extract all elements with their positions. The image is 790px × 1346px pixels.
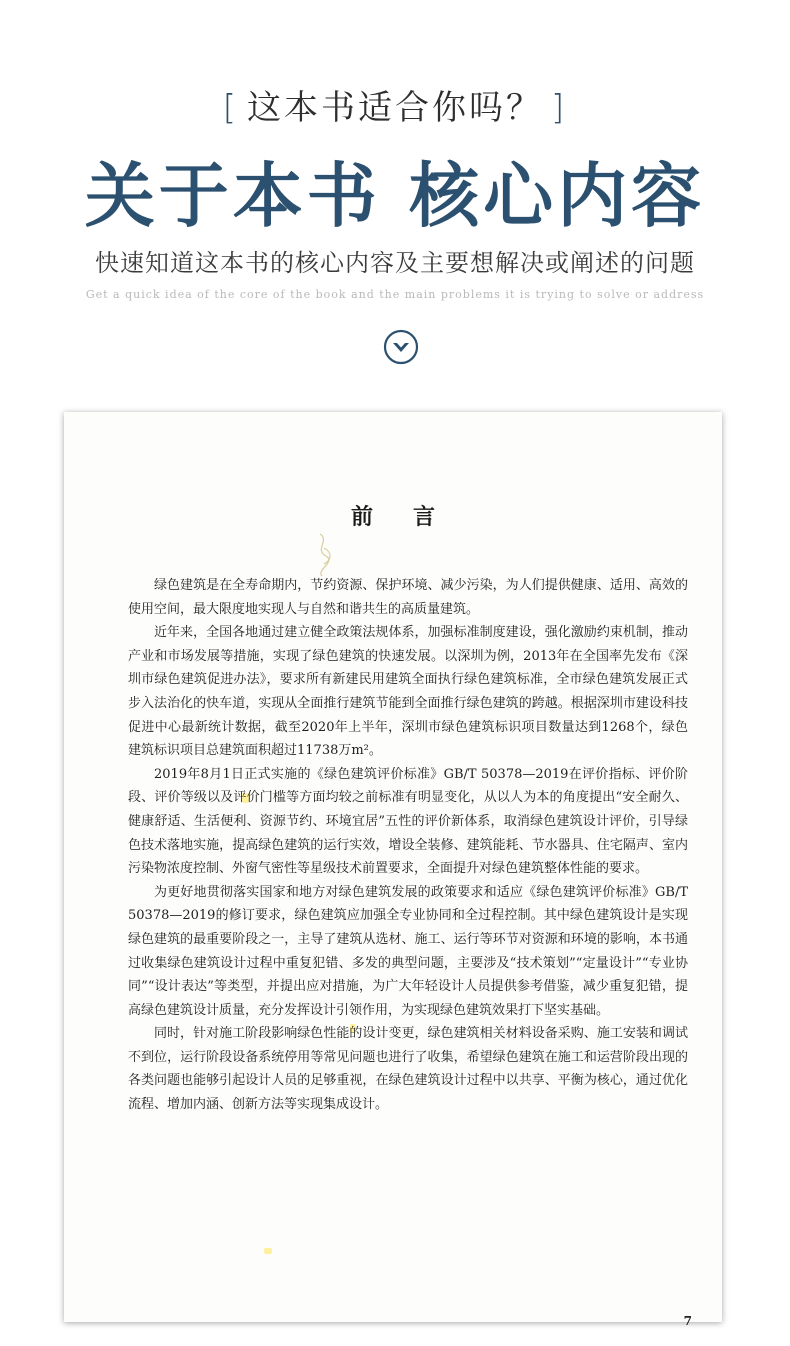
header-question [0,80,790,129]
preface-body [128,574,688,1117]
paragraph: 2019年8月1日正式实施的《绿色建筑评价标准》GB/T 50378—2019在评价指标、评价阶段、评价等级以及评价门槛等方面均较之前标准有明显变化，从以人为本的角度提出“安全耐久、健康舒适、生活便利、资源节约、环境宜居”五性的评价新体系，取消绿色建筑设计评价，引导绿色技术落地实施，提高绿色建筑的运行实效，增设全装修、建筑能耗、节水器具、住宅隔声、室内污染物浓度控制、外窗气密性等星级技术前置要求，全面提升对绿色建筑整体性能的要求。 [128,766,688,877]
paragraph: 近年来，全国各地通过建立健全政策法规体系，加强标准制度建设，强化激励约束机制，推动产业和市场发展等措施，实现了绿色建筑的快速发展。以深圳为例，2013年在全国率先发布《深圳市绿色建筑促进办法》，要求所有新建民用建筑全面执行绿色建筑标准，全市绿色建筑发展正式步入法治化的快车道，实现从全面推行建筑节能到全面推行绿色建筑的跨越。根据深圳市建设科技促进中心最新统计数据，截至2020年上半年，深圳市绿色建筑标识项目数量达到1268个，绿色建筑标识项目总建筑面积超过11738万m²。 [128,625,688,759]
bracket-left: [ [222,88,239,128]
book-page [64,412,722,1328]
pencil-scribble-icon [310,530,344,580]
bracket-right: ] [551,88,568,128]
page-number: 7 [683,1314,692,1328]
paragraph: 为更好地贯彻落实国家和地方对绿色建筑发展的政策要求和适应《绿色建筑评价标准》GB/T 50378—2019的修订要求，绿色建筑应加强全专业协同和全过程控制。其中绿色建筑设计是实现绿色建筑的最重要阶段之一，主导了建筑从选材、施工、运行等环节对资源和环境的影响，本书通过收集绿色建筑设计过程中重复犯错、多发的典型问题，主要涉及“技术策划”“定量设计”“专业协同”“设计表达”等类型，并提出应对措施，为广大年轻设计人员提供参考借鉴，减少重复犯错，提高绿色建筑设计质量，充分发挥设计引领作用，为实现绿色建筑效果打下坚实基础。 [128,884,688,1018]
english-subtitle: Get a quick idea of the core of the book and the main problems it is trying to solve or address [85,288,705,301]
header-question-text: 这本书适合你吗？ [247,88,543,128]
chevron-down-circle-icon [383,329,419,365]
header [0,0,790,400]
paragraph: 绿色建筑是在全寿命期内，节约资源、保护环境、减少污染，为人们提供健康、适用、高效的使用空间，最大限度地实现人与自然和谐共生的高质量建筑。 [128,578,688,617]
paragraph: 同时，针对施工阶段影响绿色性能的设计变更，绿色建筑相关材料设备采购、施工安装和调试不到位，运行阶段设备系统停用等常见问题也进行了收集，希望绿色建筑在施工和运营阶段出现的各类问题也能够引起设计人员的足够重视，在绿色建筑设计过程中以共享、平衡为核心，通过优化流程、增加内涵、创新方法等实现集成设计。 [128,1026,688,1113]
main-title: 关于本书 核心内容 [84,154,706,237]
highlight-mark [264,1248,272,1254]
page-title: 前言 [350,505,475,530]
subtitle: 快速知道这本书的核心内容及主要想解决或阐述的问题 [95,249,695,277]
